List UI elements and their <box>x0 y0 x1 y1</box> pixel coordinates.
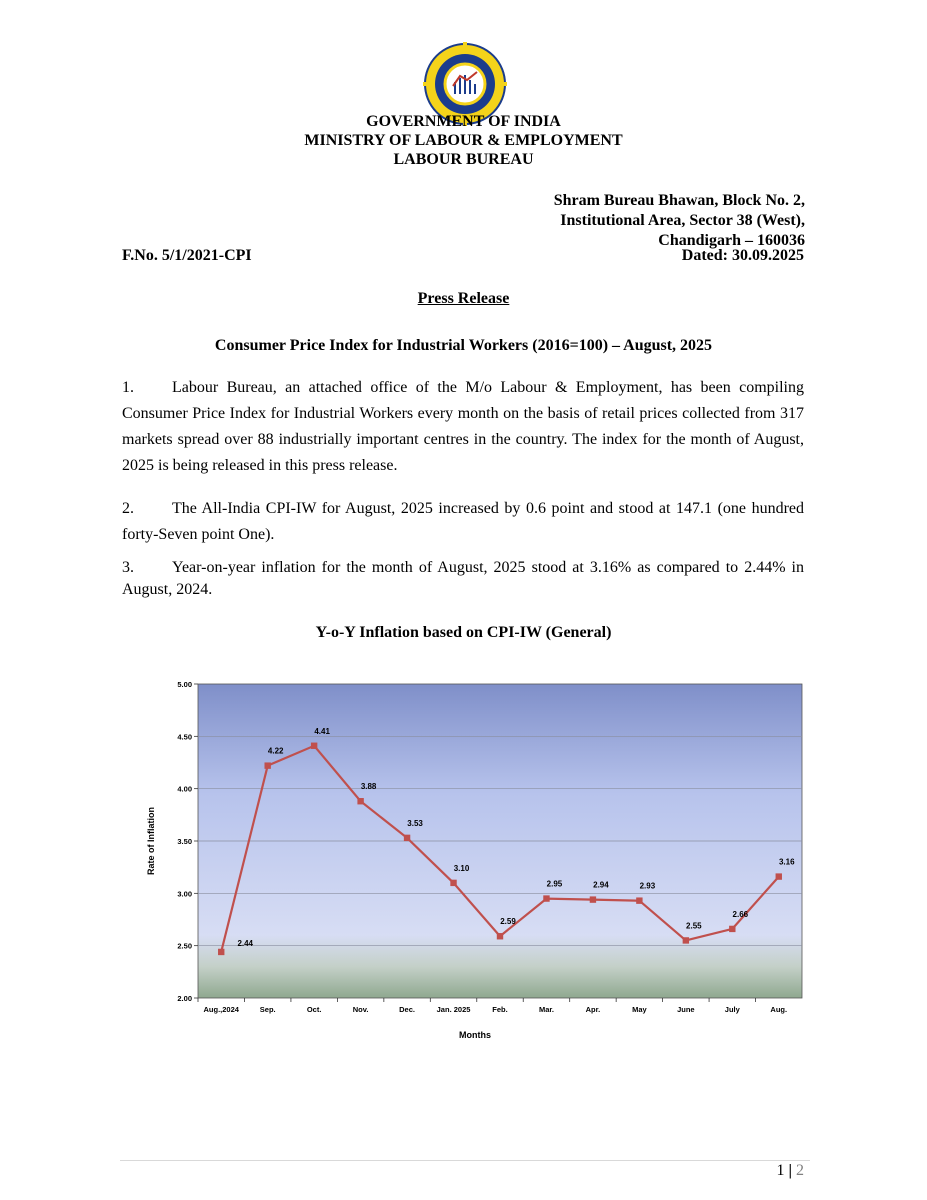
y-axis-label: Rate of Inflation <box>146 807 156 875</box>
data-point <box>218 949 224 955</box>
x-tick-label: Nov. <box>352 1005 369 1014</box>
x-tick-label: May <box>632 1005 647 1014</box>
x-tick-label: Aug. <box>770 1005 788 1014</box>
data-label: 2.95 <box>546 879 563 889</box>
address-line-1: Shram Bureau Bhawan, Block No. 2, <box>553 192 805 209</box>
data-label: 3.53 <box>407 818 423 828</box>
data-label: 2.44 <box>237 938 254 948</box>
press-release-heading: Press Release <box>417 290 510 307</box>
address-block <box>554 191 805 251</box>
x-tick-label: Sep. <box>259 1005 276 1014</box>
x-tick-label: July <box>724 1005 740 1014</box>
data-point <box>636 897 642 903</box>
data-point <box>264 762 270 768</box>
paragraph-number: 2. <box>122 500 134 517</box>
paragraph-3 <box>122 557 804 601</box>
data-point <box>357 798 363 804</box>
data-point <box>776 873 782 879</box>
data-label: 2.93 <box>639 881 656 891</box>
chart-title: Y-o-Y Inflation based on CPI-IW (General) <box>315 624 612 641</box>
x-tick-label: Oct. <box>306 1005 322 1014</box>
x-tick-label: Apr. <box>585 1005 601 1014</box>
subject-heading: Consumer Price Index for Industrial Workers (2016=100) – August, 2025 <box>214 337 713 354</box>
x-axis-label: Months <box>459 1030 491 1040</box>
data-label: 4.41 <box>314 726 330 736</box>
paragraph-1 <box>122 375 804 479</box>
y-tick-label: 2.00 <box>177 994 192 1003</box>
data-point <box>543 895 549 901</box>
date: Dated: 30.09.2025 <box>681 247 804 264</box>
data-point <box>497 933 503 939</box>
data-label: 3.16 <box>778 857 795 867</box>
data-point <box>311 743 317 749</box>
data-point <box>683 937 689 943</box>
x-tick-label: Jan. 2025 <box>436 1005 471 1014</box>
address-line-2: Institutional Area, Sector 38 (West), <box>560 212 805 229</box>
page-current: 1 <box>776 1162 785 1179</box>
footer-divider <box>120 1160 810 1161</box>
data-label: 2.55 <box>686 921 702 931</box>
y-tick-label: 3.00 <box>177 889 192 899</box>
address-line-3: Chandigarh – 160036 <box>658 232 805 249</box>
file-number: F.No. 5/1/2021-CPI <box>122 247 252 264</box>
data-point <box>590 896 596 902</box>
data-point <box>450 880 456 886</box>
header-ministry: MINISTRY OF LABOUR & EMPLOYMENT <box>304 132 623 149</box>
inflation-chart-svg <box>140 672 820 1052</box>
inflation-chart <box>140 672 820 1052</box>
y-tick-label: 5.00 <box>177 680 192 689</box>
x-tick-label: Feb. <box>492 1005 508 1014</box>
data-label: 4.22 <box>267 746 284 756</box>
page-number <box>776 1162 804 1180</box>
header-government: GOVERNMENT OF INDIA <box>366 113 561 130</box>
y-tick-label: 4.50 <box>177 732 192 742</box>
data-label: 2.59 <box>500 917 516 927</box>
paragraph-number: 1. <box>122 379 134 396</box>
x-tick-label: Dec. <box>399 1005 415 1014</box>
data-label: 2.94 <box>593 880 609 890</box>
paragraph-2 <box>122 496 804 548</box>
data-point <box>404 835 410 841</box>
header-bureau: LABOUR BUREAU <box>393 151 534 168</box>
paragraph-text: Labour Bureau, an attached office of the M/o Labour & Employment, has been compiling Consumer Price Index for Industrial Workers every month on the basis of retail prices collected from 317 markets spread over 88 industrially important centres in the country. The index for the month of August, 2025 is being released in this press release. <box>122 379 804 474</box>
data-label: 3.10 <box>453 863 470 873</box>
paragraph-text: The All-India CPI-IW for August, 2025 increased by 0.6 point and stood at 147.1 (one hundred forty-Seven point One). <box>122 500 804 543</box>
paragraph-text: Year-on-year inflation for the month of August, 2025 stood at 3.16% as compared to 2.44% in August, 2024. <box>122 559 804 598</box>
x-tick-label: Mar. <box>538 1005 554 1014</box>
x-tick-label: Aug.,2024 <box>203 1005 239 1014</box>
page-total: 2 <box>796 1162 804 1179</box>
page-separator: | <box>788 1162 792 1179</box>
data-label: 3.88 <box>360 782 377 792</box>
y-tick-label: 4.00 <box>177 784 192 794</box>
x-tick-label: June <box>677 1005 695 1014</box>
y-tick-label: 2.50 <box>177 941 192 951</box>
data-label: 2.66 <box>732 909 749 919</box>
paragraph-number: 3. <box>122 559 134 576</box>
data-point <box>729 926 735 932</box>
y-tick-label: 3.50 <box>177 837 192 846</box>
